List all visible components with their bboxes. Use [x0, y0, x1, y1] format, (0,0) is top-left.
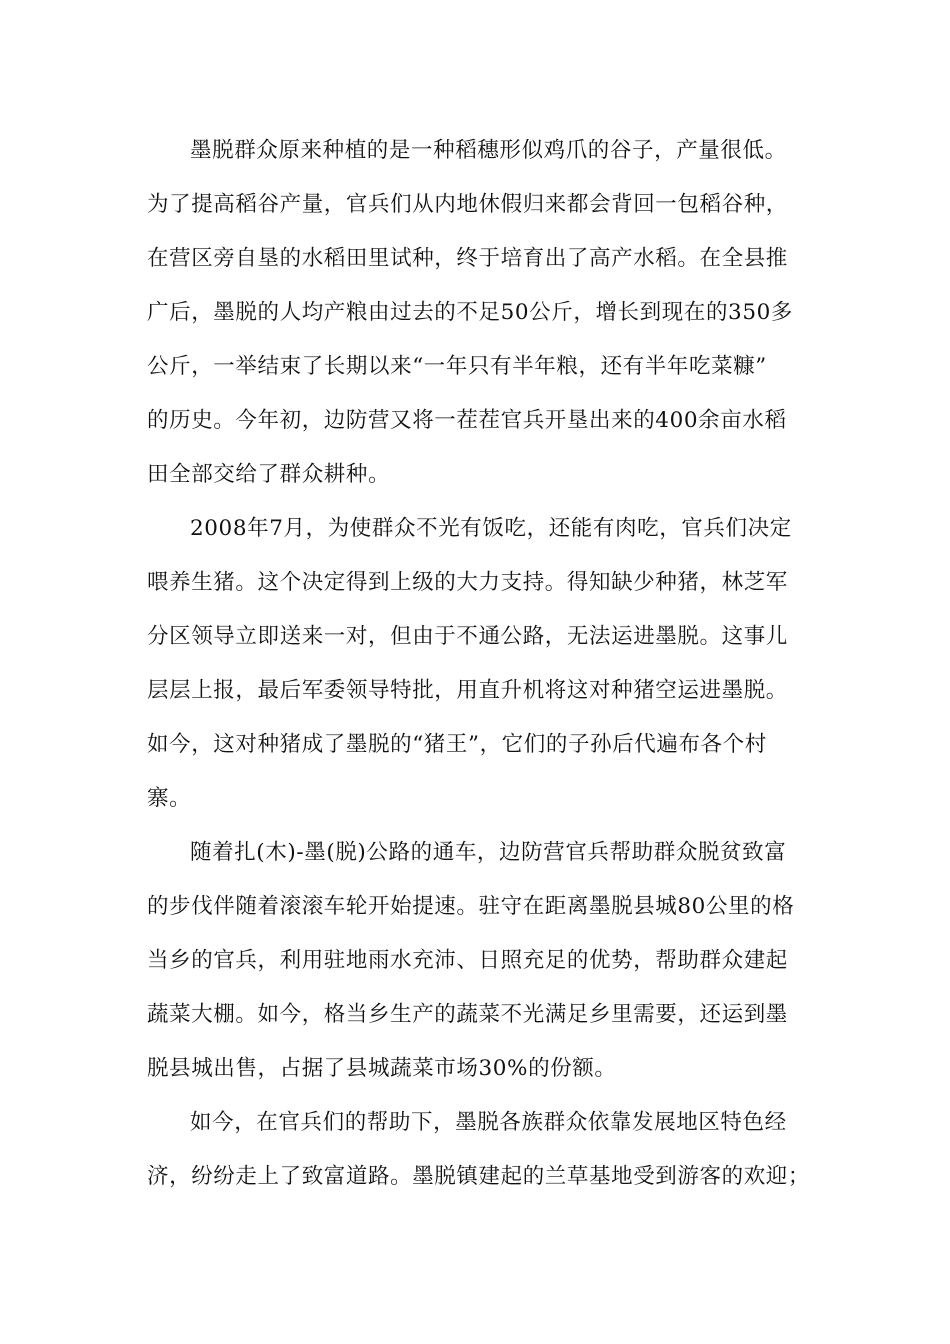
paragraph-2-line-3: 分区领导立即送来一对，但由于不通公路，无法运进墨脱。这事儿 [147, 624, 788, 649]
paragraph-4-line-1: 如今，在官兵们的帮助下，墨脱各族群众依靠发展地区特色经 [190, 1110, 787, 1135]
paragraph-1-line-7: 田全部交给了群众耕种。 [147, 462, 391, 487]
paragraph-3-line-3: 当乡的官兵，利用驻地雨水充沛、日照充足的优势，帮助群众建起 [147, 948, 788, 973]
paragraph-1-line-1: 墨脱群众原来种植的是一种稻穗形似鸡爪的谷子，产量很低。 [190, 138, 787, 163]
paragraph-2-line-6: 寨。 [147, 786, 192, 811]
paragraph-4-line-2: 济，纷纷走上了致富道路。墨脱镇建起的兰草基地受到游客的欢迎； [147, 1164, 811, 1189]
paragraph-2-line-5: 如今，这对种猪成了墨脱的“猪王”，它们的子孙后代遍布各个村 [147, 732, 767, 757]
paragraph-2-line-4: 层层上报，最后军委领导特批，用直升机将这对种猪空运进墨脱。 [147, 678, 788, 703]
paragraph-3-line-4: 蔬菜大棚。如今，格当乡生产的蔬菜不光满足乡里需要，还运到墨 [147, 1002, 788, 1027]
paragraph-1-line-4: 广后，墨脱的人均产粮由过去的不足50公斤，增长到现在的350多 [147, 300, 793, 325]
paragraph-1-line-5: 公斤，一举结束了长期以来“一年只有半年粮，还有半年吃菜糠” [147, 354, 767, 379]
paragraph-2-line-1: 2008年7月，为使群众不光有饭吃，还能有肉吃，官兵们决定 [190, 516, 792, 541]
paragraph-3-line-1: 随着扎(木)-墨(脱)公路的通车，边防营官兵帮助群众脱贫致富 [190, 840, 787, 865]
paragraph-1-line-2: 为了提高稻谷产量，官兵们从内地休假归来都会背回一包稻谷种， [147, 192, 788, 217]
paragraph-3-line-5: 脱县城出售，占据了县城蔬菜市场30%的份额。 [147, 1056, 617, 1081]
paragraph-2-line-2: 喂养生猪。这个决定得到上级的大力支持。得知缺少种猪，林芝军 [147, 570, 788, 595]
paragraph-1-line-3: 在营区旁自垦的水稻田里试种，终于培育出了高产水稻。在全县推 [147, 246, 788, 271]
paragraph-1-line-6: 的历史。今年初，边防营又将一茬茬官兵开垦出来的400余亩水稻 [147, 408, 787, 433]
paragraph-3-line-2: 的步伐伴随着滚滚车轮开始提速。驻守在距离墨脱县城80公里的格 [147, 894, 795, 919]
